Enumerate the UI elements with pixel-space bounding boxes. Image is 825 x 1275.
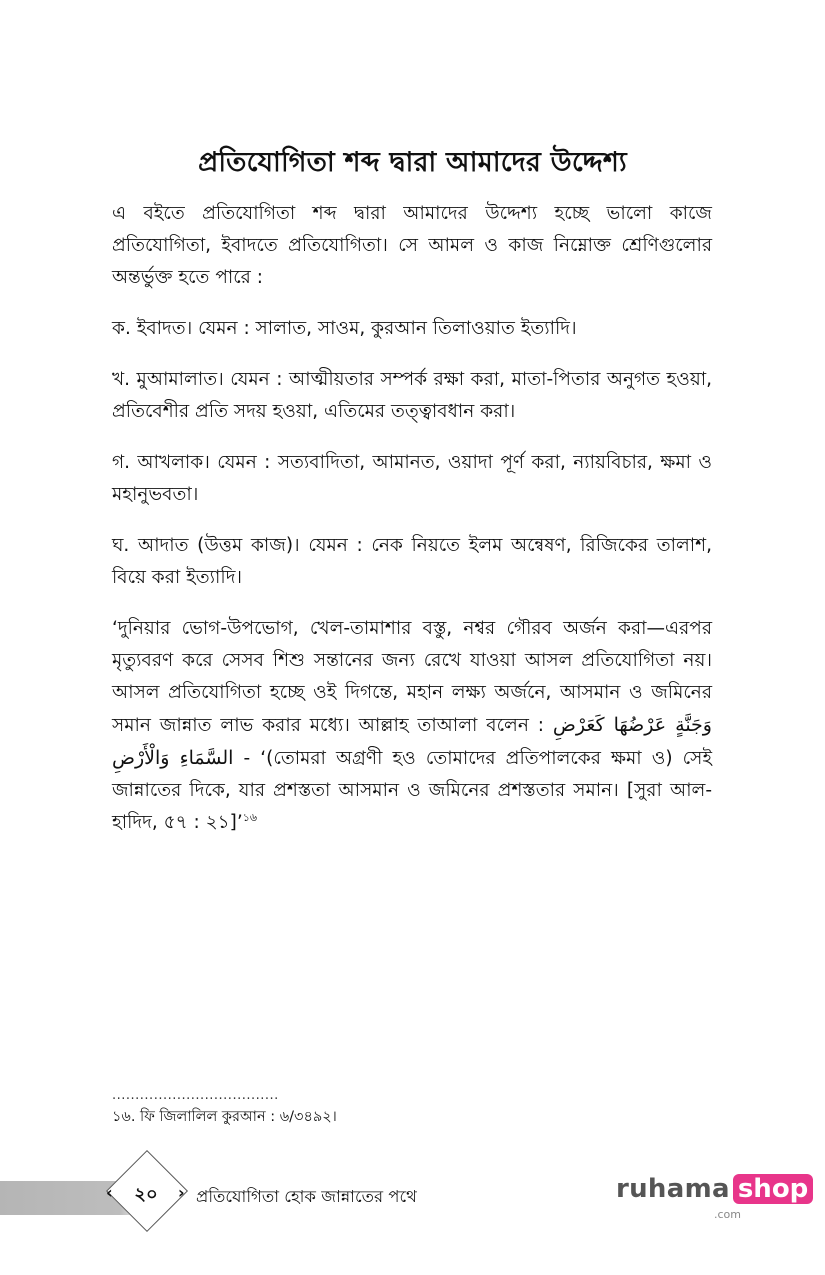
intro-paragraph: এ বইতে প্রতিযোগিতা শব্দ দ্বারা আমাদের উদ্দেশ্য হচ্ছে ভালো কাজে প্রতিযোগিতা, ইবাদতে প্রতিযোগিতা। সে আমল ও কাজ নিম্নোক্ত শ্রেণিগুলোর অন্তর্ভুক্ত হতে পারে : bbox=[112, 203, 712, 288]
page-number: ২০ bbox=[134, 1184, 158, 1205]
category-muamalat: খ. মুআমালাত। যেমন : আত্মীয়তার সম্পর্ক রক্ষা করা, মাতা-পিতার অনুগত হওয়া, প্রতিবেশীর প্রতি সদয় হওয়া, এতিমের তত্ত্বাবধান করা। bbox=[112, 369, 712, 422]
body-text bbox=[112, 198, 712, 858]
category-adat: ঘ. আদাত (উত্তম কাজ)। যেমন : নেক নিয়তে ইলম অন্বেষণ, রিজিকের তালাশ, বিয়ে করা ইত্যাদি। bbox=[112, 535, 712, 588]
chevron-left-icon: ‹ bbox=[106, 1183, 113, 1202]
quote-text-part1: ‘দুনিয়ার ভোগ-উপভোগ, খেল-তামাশার বস্তু, নশ্বর গৌরব অর্জন করা—এরপর মৃত্যুবরণ করে সেসব শিশু সন্তানের জন্য রেখে যাওয়া আসল প্রতিযোগিতা নয়। আসল প্রতিযোগিতা হচ্ছে ওই দিগন্তে, মহান লক্ষ্য অর্জনে, আসমান ও জমিনের সমান জান্নাত লাভ করার মধ্যে। আল্লাহ তাআলা বলেন : bbox=[112, 618, 712, 736]
page-title: প্রতিযোগিতা শব্দ দ্বারা আমাদের উদ্দেশ্য bbox=[198, 147, 627, 178]
chevron-right-icon: › bbox=[178, 1183, 185, 1202]
logo-com-text: .com bbox=[714, 1208, 741, 1221]
category-akhlaq: গ. আখলাক। যেমন : সত্যবাদিতা, আমানত, ওয়াদা পূর্ণ করা, ন্যায়বিচার, ক্ষমা ও মহানুভবতা। bbox=[112, 452, 712, 505]
quote-paragraph bbox=[112, 613, 712, 839]
arabic-verse: وَجَنَّةٍ عَرْضُهَا كَعَرْضِ السَّمَاءِ وَالْأَرْضِ bbox=[112, 714, 712, 769]
footnote-ref: ১৬ bbox=[242, 810, 258, 824]
logo-ruhama-text: ruhama bbox=[616, 1174, 730, 1204]
quote-text-part2: - ‘(তোমরা অগ্রণী হও তোমাদের প্রতিপালকের ক্ষমা ও) সেই জান্নাতের দিকে, যার প্রশস্ততা আসমান ও জমিনের প্রশস্ততার সমান। [সুরা আল- হাদিদ, ৫৭ : ২১]’ bbox=[112, 748, 712, 833]
publisher-logo bbox=[616, 1174, 813, 1204]
category-ibadat: ক. ইবাদত। যেমন : সালাত, সাওম, কুরআন তিলাওয়াত ইত্যাদি। bbox=[112, 318, 577, 339]
footnote-divider: .................................... bbox=[112, 1088, 279, 1103]
logo-shop-text: shop bbox=[733, 1174, 813, 1204]
running-title: প্রতিযোগিতা হোক জান্নাতের পথে bbox=[196, 1187, 417, 1206]
footnote: ১৬. ফি জিলালিল কুরআন : ৬/৩৪৯২। bbox=[112, 1109, 337, 1125]
